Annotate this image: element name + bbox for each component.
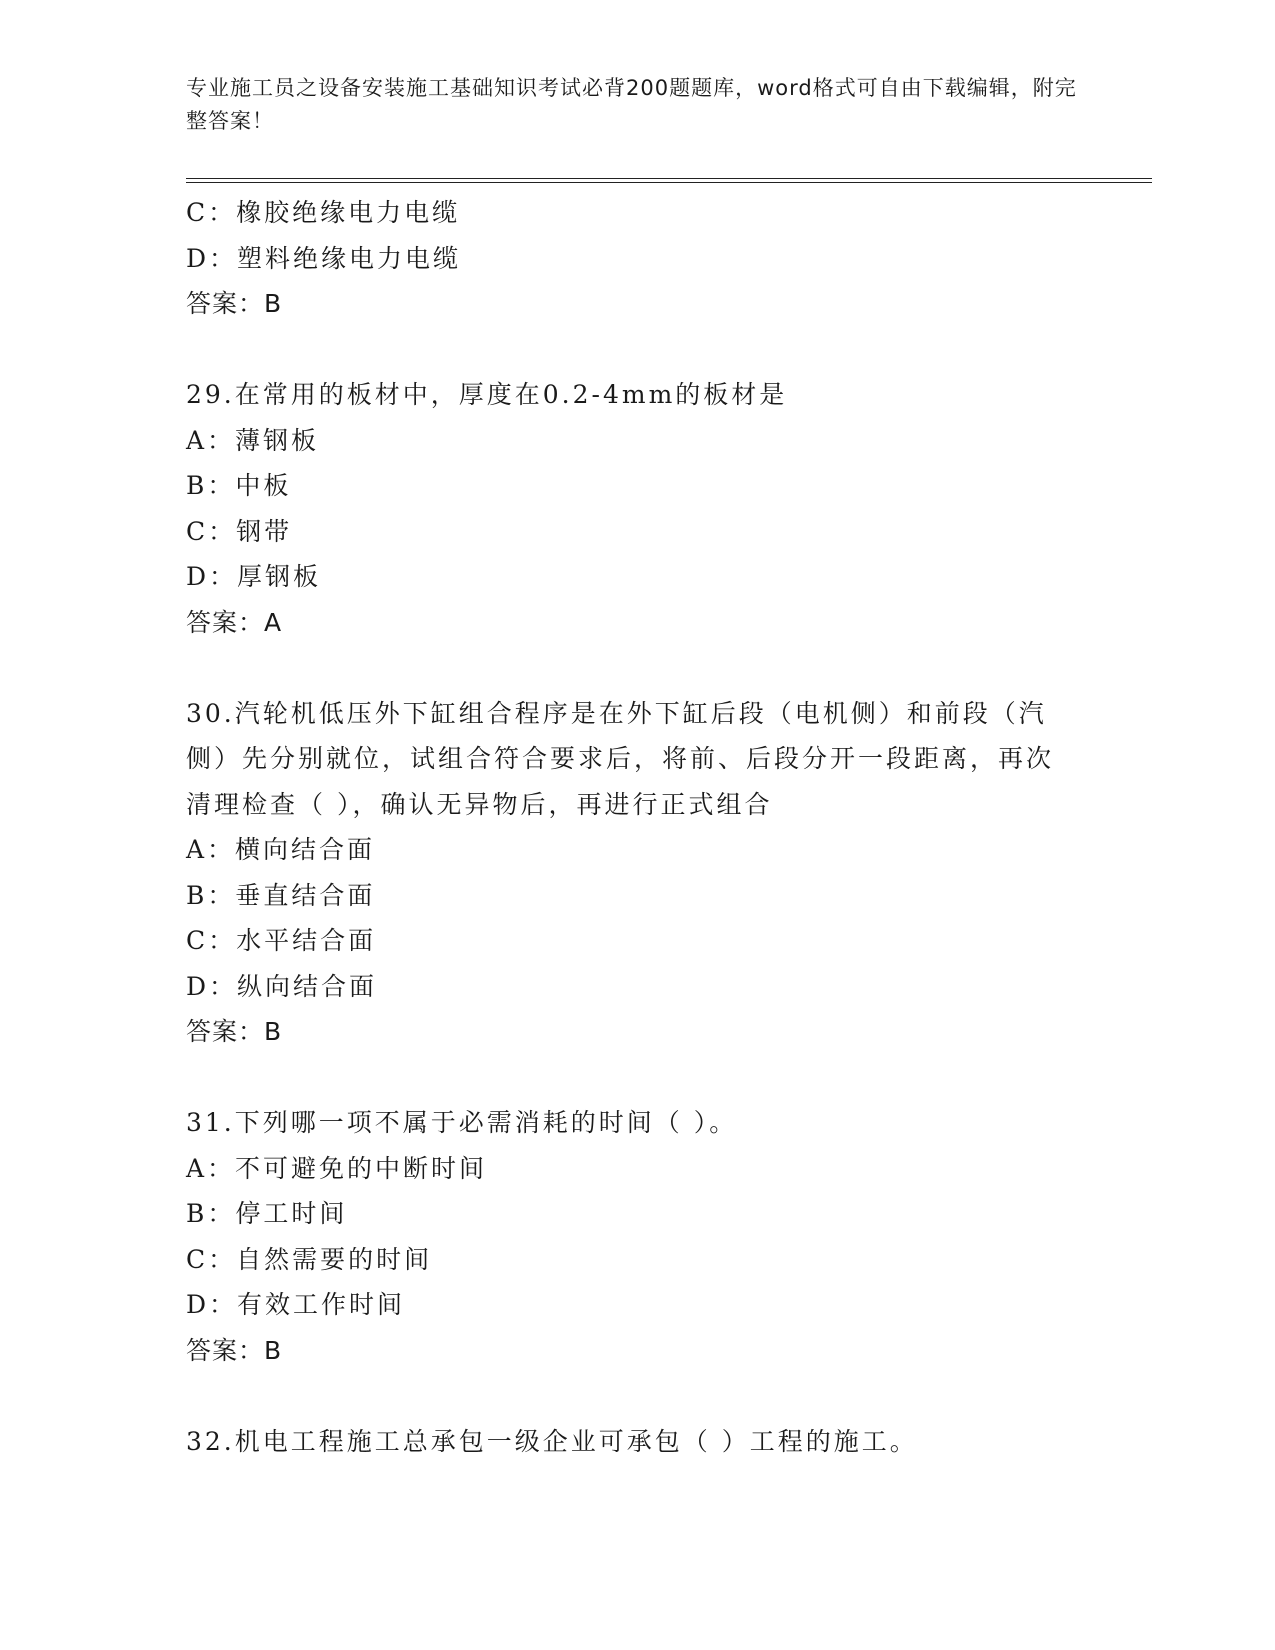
answer-line: 答案：A <box>186 607 283 637</box>
question-block-32 <box>186 1419 1086 1465</box>
option-d: D：纵向结合面 <box>186 971 378 1001</box>
option-c: C：钢带 <box>186 516 293 546</box>
answer-line: 答案：B <box>186 289 283 318</box>
question-block-29 <box>186 372 1086 645</box>
option-d: D：厚钢板 <box>186 562 322 591</box>
option-b: B：中板 <box>186 471 292 500</box>
option-a: A：横向结合面 <box>186 835 376 864</box>
question-block-30 <box>186 691 1086 1055</box>
option-b: B：停工时间 <box>186 1199 348 1228</box>
option-a: A：不可避免的中断时间 <box>186 1153 488 1183</box>
document-title: 专业施工员之设备安装施工基础知识考试必背200题题库，word格式可自由下载编辑，附完整答案！ <box>186 76 1077 133</box>
question-stem: 29.在常用的板材中，厚度在0.2-4mm的板材是 <box>186 380 788 409</box>
question-stem: 31.下列哪一项不属于必需消耗的时间（ ）。 <box>186 1108 738 1137</box>
option-c: C：水平结合面 <box>186 926 377 955</box>
spacer <box>186 1373 1086 1419</box>
option-c: C：橡胶绝缘电力电缆 <box>186 198 461 227</box>
option-d: D：塑料绝缘电力电缆 <box>186 243 462 273</box>
question-block-31 <box>186 1100 1086 1373</box>
option-c: C：自然需要的时间 <box>186 1244 433 1274</box>
spacer <box>186 327 1086 373</box>
option-a: A：薄钢板 <box>186 425 320 455</box>
question-block-continued <box>186 190 1086 327</box>
question-stem: 30.汽轮机低压外下缸组合程序是在外下缸后段（电机侧）和前段（汽侧）先分别就位，试组合符合要求后，将前、后段分开一段距离，再次清理检查（ ），确认无异物后，再进行正式组合 <box>186 698 1055 819</box>
option-d: D：有效工作时间 <box>186 1290 406 1319</box>
question-stem: 32.机电工程施工总承包一级企业可承包（ ）工程的施工。 <box>186 1426 918 1456</box>
option-b: B：垂直结合面 <box>186 880 376 910</box>
header-divider-top <box>186 178 1152 179</box>
spacer <box>186 645 1086 691</box>
question-list <box>186 190 1086 1464</box>
header-divider-bottom <box>186 182 1152 183</box>
spacer <box>186 1055 1086 1101</box>
answer-line: 答案：B <box>186 1017 283 1046</box>
answer-line: 答案：B <box>186 1335 283 1365</box>
document-header <box>186 72 1086 138</box>
